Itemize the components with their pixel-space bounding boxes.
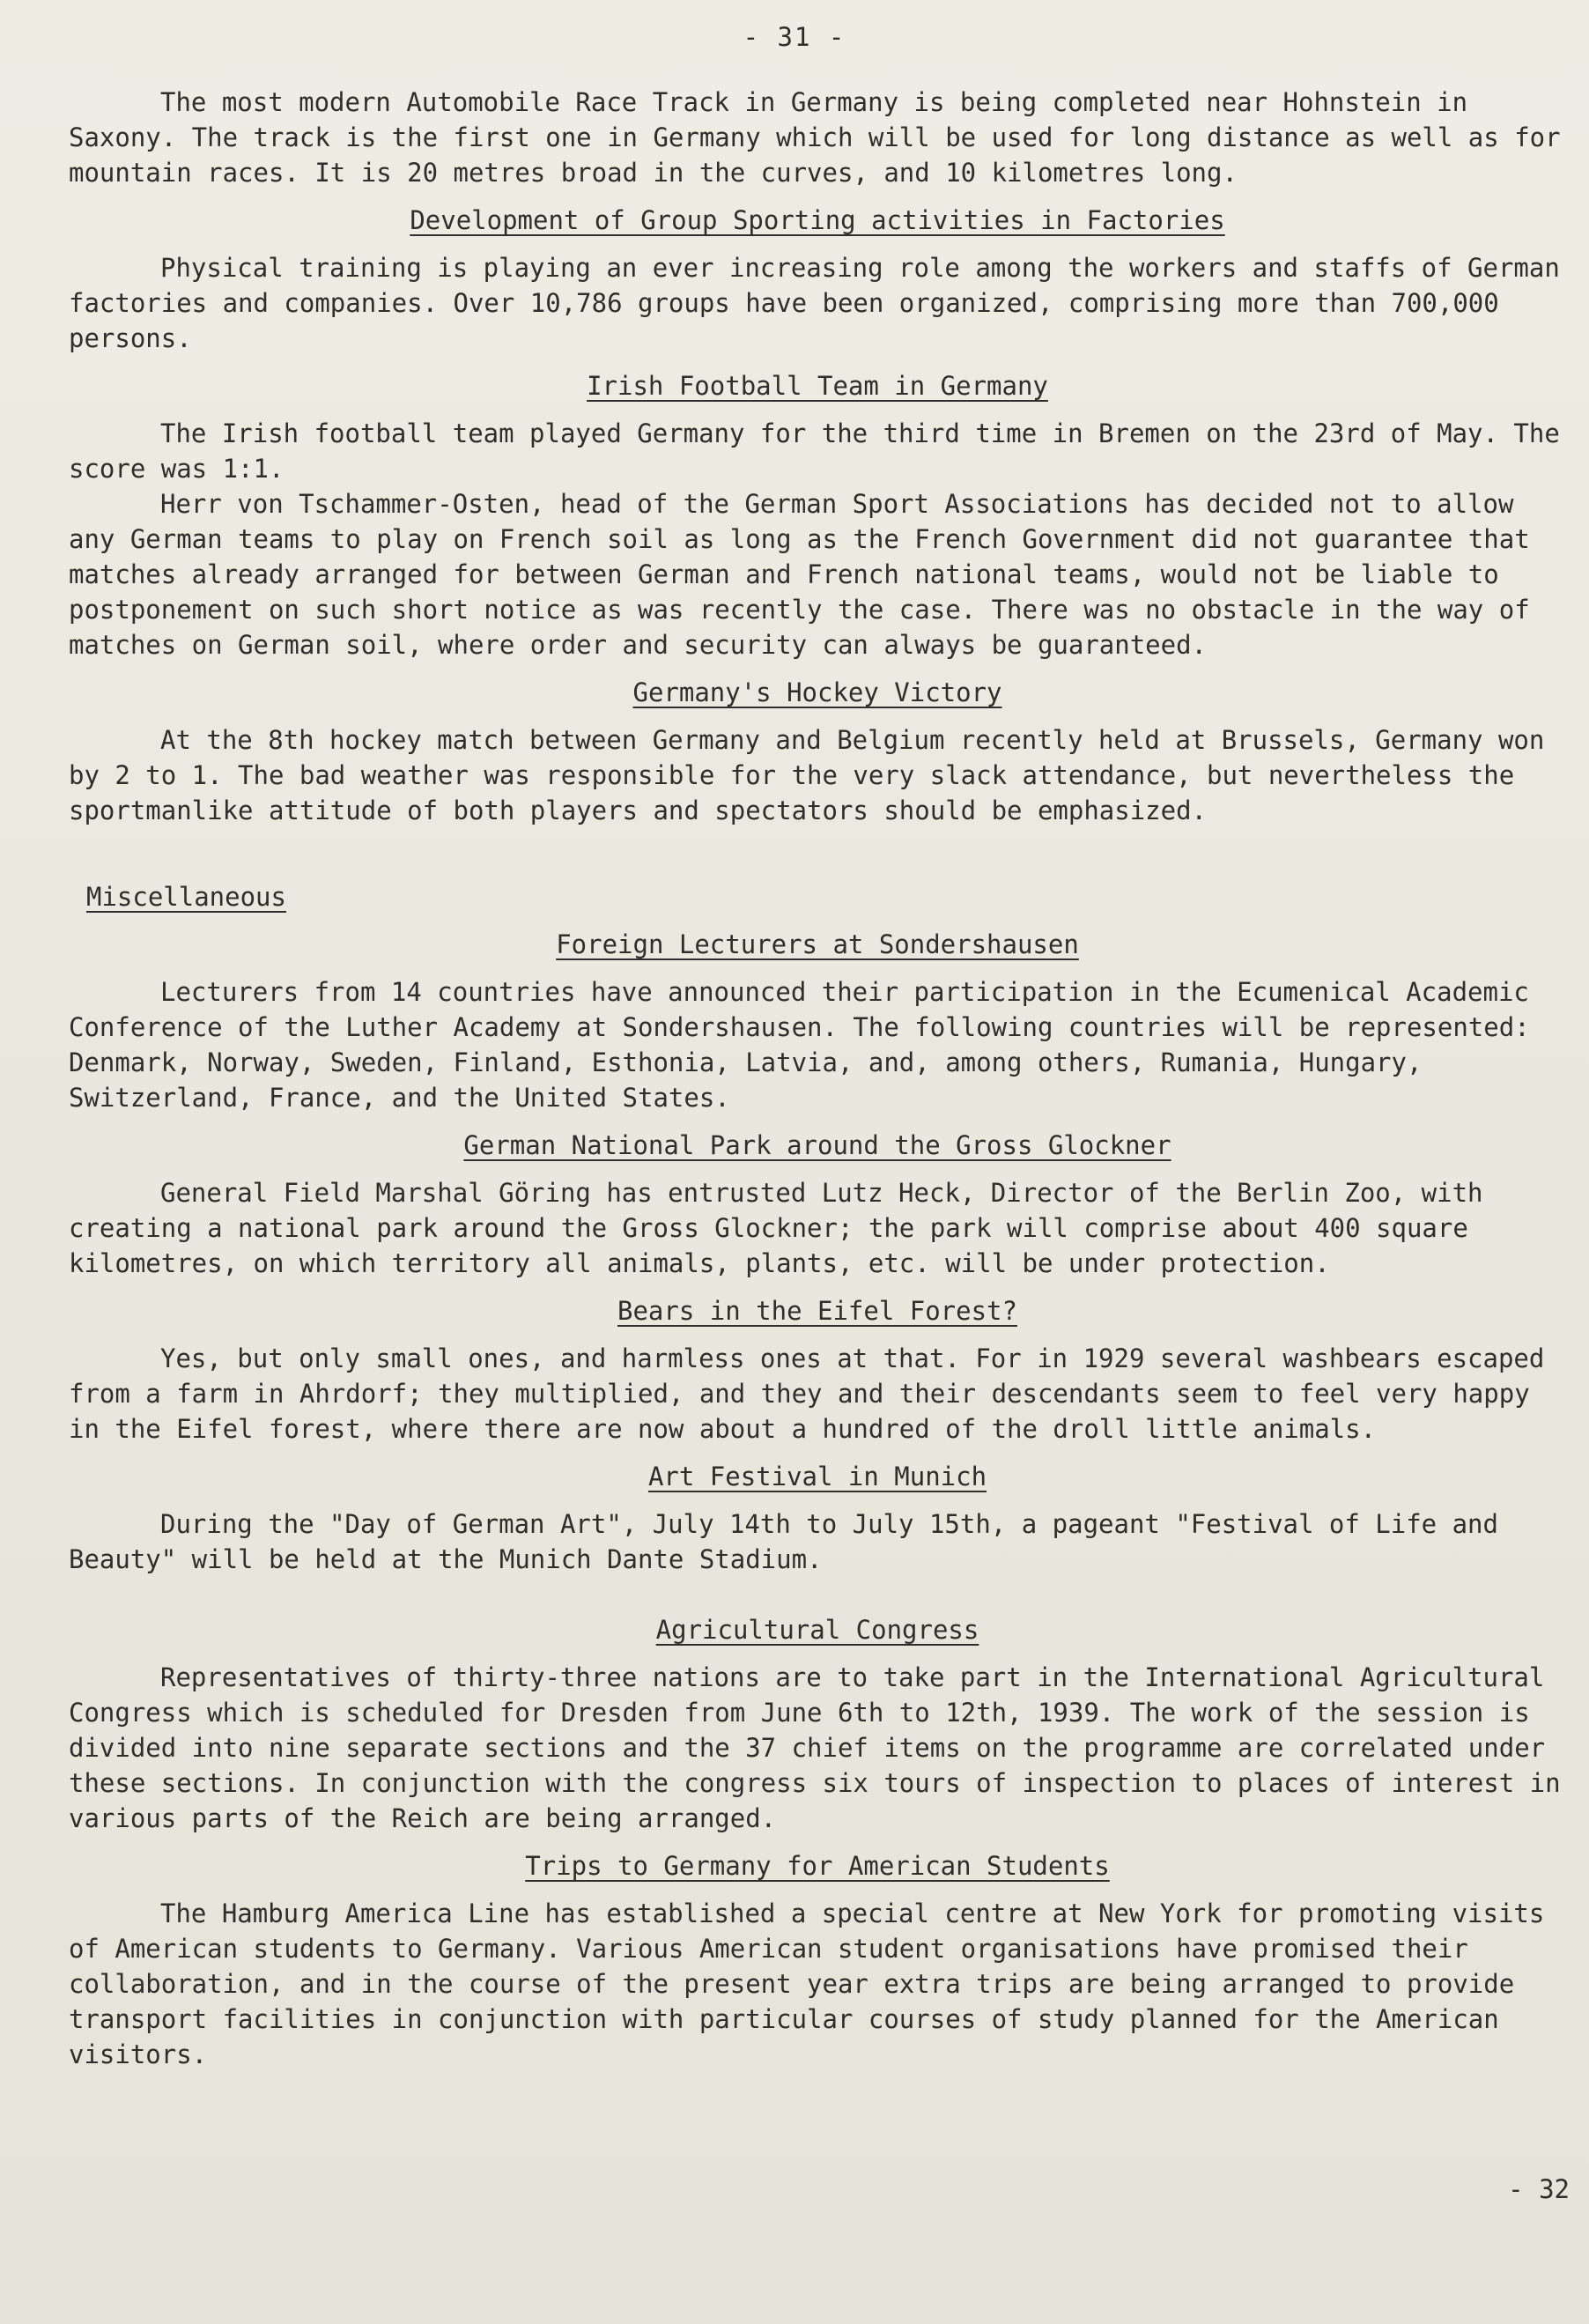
article-paragraph: General Field Marshal Göring has entrusted Lutz Heck, Director of the Berlin Zoo, with creating a national park around the Gross Glockner; the park will comprise about 400 square kilometres, on which territory all animals, plants, etc. will be under protection. (69, 1178, 1483, 1278)
article-heading-text: Development of Group Sporting activities in Factories (410, 205, 1225, 235)
article-heading-text: Trips to Germany for American Students (525, 1851, 1110, 1881)
article-heading (69, 1848, 1566, 1884)
article-national-park (69, 1128, 1566, 1281)
spacer (69, 1577, 1566, 1600)
article-group-sports-factories (69, 203, 1566, 356)
page-number: - 31 - (743, 22, 846, 52)
article-paragraph: Representatives of thirty-three nations are to take part in the International Agricultural Congress which is scheduled for Dresden from June 6th to 12th, 1939. The work of the session is divided into nine separate sections and the 37 chief items on the programme are correlated under these sections. In conjunction with the congress six tours of inspection to places of interest in various parts of the Reich are being arranged. (69, 1662, 1561, 1833)
article-paragraph: At the 8th hockey match between Germany and Belgium recently held at Brussels, Germany won by 2 to 1. The bad weather was responsible for the very slack attendance, but nevertheless the sportmanlike attitude of both players and spectators should be emphasized. (69, 725, 1545, 825)
continuation-marker: - 32 (1508, 2174, 1570, 2204)
article-paragraph: During the "Day of German Art", July 14th to July 15th, a pageant "Festival of Life and Beauty" will be held at the Munich Dante Stadium. (69, 1509, 1498, 1574)
article-heading-text: Foreign Lecturers at Sondershausen (556, 929, 1079, 959)
article-heading (69, 203, 1566, 238)
article-eifel-bears (69, 1293, 1566, 1447)
article-paragraph: Lecturers from 14 countries have announced their participation in the Ecumenical Academic Conference of the Luther Academy at Sondershausen. The following countries will be represented: Denmark, Norway, Sweden, Finland, Esthonia, Latvia, and, among others, Rumania, Hungary, Switzerland, France, and the United States. (69, 977, 1530, 1113)
article-heading (69, 368, 1566, 403)
article-heading (69, 1459, 1566, 1494)
article-paragraph: Yes, but only small ones, and harmless ones at that. For in 1929 several washbears escaped from a farm in Ahrdorf; they multiplied, and they and their descendants seem to feel very happy in the Eifel forest, where there are now about a hundred of the droll little animals. (69, 1343, 1545, 1444)
article-paragraph: Herr von Tschammer-Osten, head of the German Sport Associations has decided not to allow any German teams to play on French soil as long as the French Government did not guarantee that matches already arranged for between German and French national teams, would not be liable to postponement on such short notice as was recently the case. There was no obstacle in the way of matches on German soil, where order and security can always be guaranteed. (69, 489, 1530, 660)
article-heading-text: Germany's Hockey Victory (632, 677, 1002, 707)
article-paragraph: Physical training is playing an ever increasing role among the workers and staffs of German factories and companies. Over 10,786 groups have been organized, comprising more than 700,000 persons. (69, 253, 1560, 353)
section-label-text: Miscellaneous (86, 882, 286, 912)
article-heading (69, 927, 1566, 962)
intro-paragraph: The most modern Automobile Race Track in Germany is being completed near Hohnstein in Saxony. The track is the first one in Germany which will be used for long distance as well as for mountain races. It is 20 metres broad in the curves, and 10 kilometres long. (69, 87, 1561, 188)
article-art-festival (69, 1459, 1566, 1577)
article-agricultural-congress (69, 1612, 1566, 1836)
article-heading-text: Agricultural Congress (655, 1615, 979, 1645)
article-heading-text: Art Festival in Munich (647, 1462, 987, 1491)
article-paragraph: The Irish football team played Germany for the third time in Bremen on the 23rd of May. The score was 1:1. (69, 418, 1560, 484)
article-heading-text: Irish Football Team in Germany (587, 371, 1048, 401)
article-heading (69, 675, 1566, 710)
document-body (69, 85, 1566, 2072)
article-heading (69, 1128, 1566, 1163)
article-heading-text: German National Park around the Gross Glockner (463, 1130, 1171, 1160)
article-hockey-victory (69, 675, 1566, 828)
article-american-students (69, 1848, 1566, 2072)
article-heading (69, 1293, 1566, 1329)
article-paragraph: The Hamburg America Line has established a special centre at New York for promoting visits of American students to Germany. Various American student organisations have promised their collaboration, and in the course of the present year extra trips are being arranged to provide transport facilities in conjunction with particular courses of study planned for the American visitors. (69, 1898, 1545, 2069)
article-foreign-lecturers (69, 927, 1566, 1115)
section-label-miscellaneous (86, 879, 1566, 914)
article-heading (69, 1612, 1566, 1647)
article-heading-text: Bears in the Eifel Forest? (617, 1296, 1017, 1326)
article-irish-football (69, 368, 1566, 662)
